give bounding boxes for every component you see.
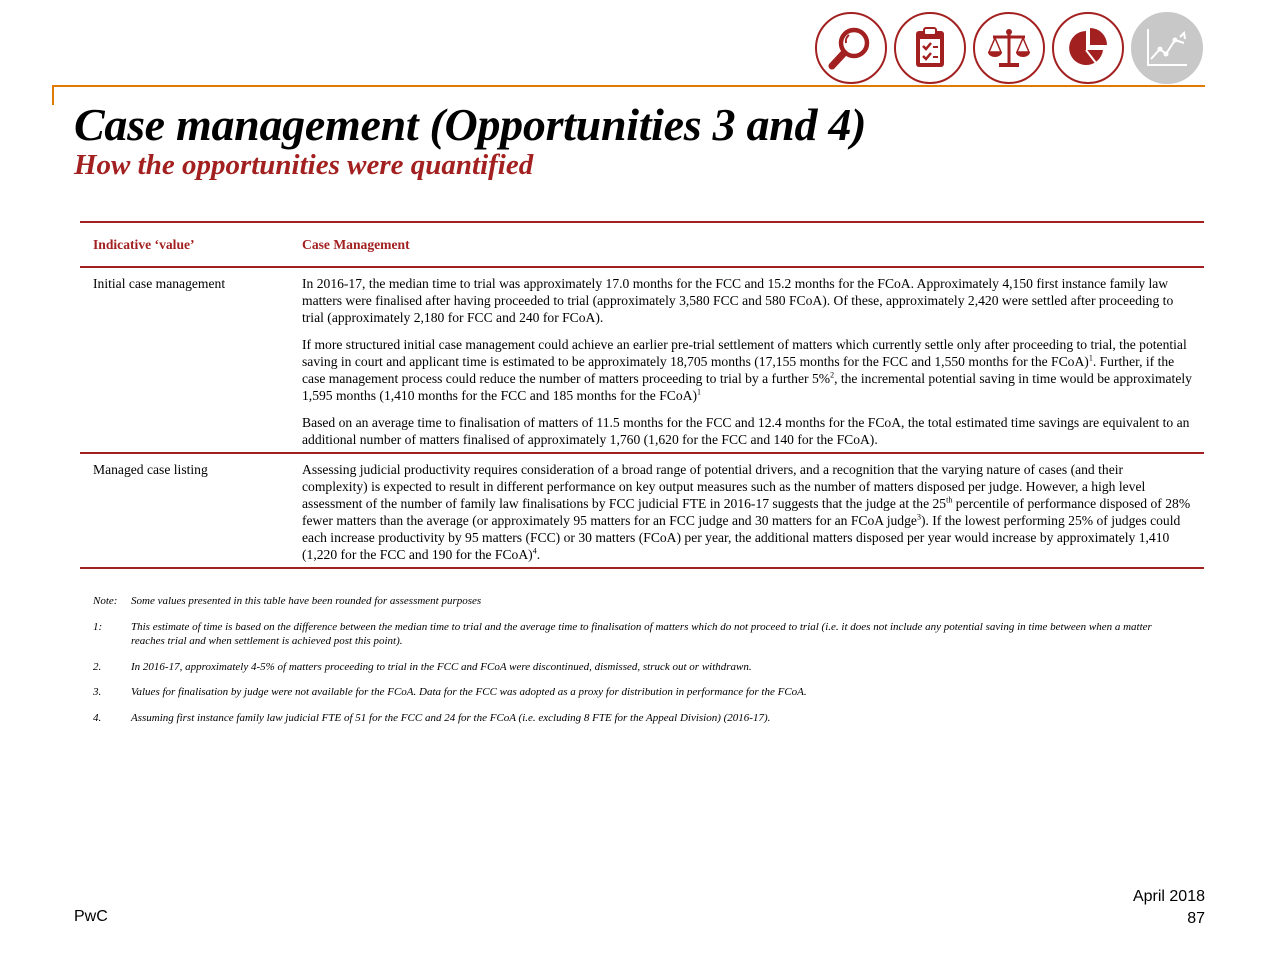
row-content: [289, 453, 1204, 568]
table-header-row: [80, 222, 1204, 267]
footnote-ref: 4: [532, 546, 537, 556]
row-label: Managed case listing: [80, 453, 289, 568]
magnifier-icon[interactable]: [815, 12, 887, 84]
paragraph: In 2016-17, the median time to trial was approximately 17.0 months for the FCC and 15.2 months for the FCoA. Approximately 4,150 first instance family law matters were finalised after having proceeded to trial (approximately 3,580 FCC and 580 FCoA). Of these, approximately 2,420 were settled after proceeding to trial (approximately 2,180 for FCC and 240 for FCoA).: [302, 276, 1174, 325]
table-row: [80, 267, 1204, 453]
page-number: 87: [1187, 910, 1205, 927]
case-management-table: [80, 221, 1204, 569]
page-subtitle: How the opportunities were quantified: [74, 149, 534, 181]
paragraph: If more structured initial case management could achieve an earlier pre-trial settlement of matters which currently settle only after proceeding to trial, the potential saving in court and applicant time is estimated to be approximately 18,705 months (17,155 months for the FCC and 1,550 months for the FCoA)$^1$. Further, if the case management process could reduce the number of matters proceeding to trial by a further 5%$^2$, the incremental potential saving in time would be approximately 1,595 months (1,410 months for the FCC and 185 months for the FCoA)$^1$: [302, 337, 1192, 403]
footer-date: April 2018: [1132, 888, 1205, 905]
note-item: Note: Some values presented in this table have been rounded for assessment purposes: [93, 595, 482, 607]
header-rule: [52, 85, 1205, 87]
line-graph-icon[interactable]: [1131, 12, 1203, 84]
row-label: Initial case management: [80, 267, 289, 453]
footnote-ref: 1: [696, 387, 701, 397]
note-item: 4. Assuming first instance family law judicial FTE of 51 for the FCC and 24 for the FCoA (i.e. excluding 8 FTE for the Appeal Division) (2016-17).: [93, 711, 771, 724]
footer-brand: PwC: [74, 908, 108, 925]
footnote-ref: 1: [1088, 353, 1093, 363]
row-content: [289, 267, 1204, 453]
footnote-ref: 3: [916, 512, 921, 522]
note-item: 1: This estimate of time is based on the difference between the median time to trial and the average time to finalisation of matters which do not proceed to trial (i.e. it does not include any potential saving in time between when a matter reaches trial and when settlement is achieved post this point).: [93, 620, 1152, 647]
ordinal-suffix: th: [946, 495, 953, 505]
table-row: [80, 453, 1204, 568]
clipboard-checklist-icon[interactable]: [894, 12, 966, 84]
paragraph: Assessing judicial productivity requires consideration of a broad range of potential drivers, and a recognition that the varying nature of cases (and their complexity) is expected to result in different performance on key output measures such as the number of matters disposed per judge. However, a high level assessment of the number of family law finalisations by FCC judicial FTE in 2016-17 suggests that the judge at the 25th percentile of performance disposed of 28% fewer matters than the average (or approximately 95 matters for an FCC judge and 30 matters for an FCoA judge$^3$). If the lowest performing 25% of judges could each increase productivity by 95 matters (FCC) or 30 matters (FCoA) per year, the additional matters disposed per year would increase by approximately 1,410 (1,220 for the FCC and 190 for the FCoA)$^4$.: [302, 462, 1191, 562]
note-item: 2. In 2016-17, approximately 4-5% of matters proceeding to trial in the FCC and FCoA were discontinued, dismissed, struck out or withdrawn.: [93, 660, 752, 673]
note-item: 3. Values for finalisation by judge were not available for the FCoA. Data for the FCC was adopted as a proxy for distribution in performance for the FCoA.: [93, 686, 807, 698]
pie-chart-icon[interactable]: [1052, 12, 1124, 84]
footer-meta: [1133, 886, 1205, 930]
footnote-ref: 2: [830, 370, 835, 380]
paragraph: Based on an average time to finalisation of matters of 11.5 months for the FCC and 12.4 months for the FCoA, the total estimated time savings are equivalent to an additional number of matters finalised of approximately 1,760 (1,620 for the FCC and 140 for the FCoA).: [302, 415, 1190, 447]
column-header: Indicative ‘value’: [80, 222, 289, 267]
column-header: Case Management: [289, 222, 1204, 267]
page-title: Case management (Opportunities 3 and 4): [74, 99, 867, 150]
scales-icon[interactable]: [973, 12, 1045, 84]
footnotes: [93, 594, 1173, 736]
header-rule-corner: [52, 85, 54, 105]
